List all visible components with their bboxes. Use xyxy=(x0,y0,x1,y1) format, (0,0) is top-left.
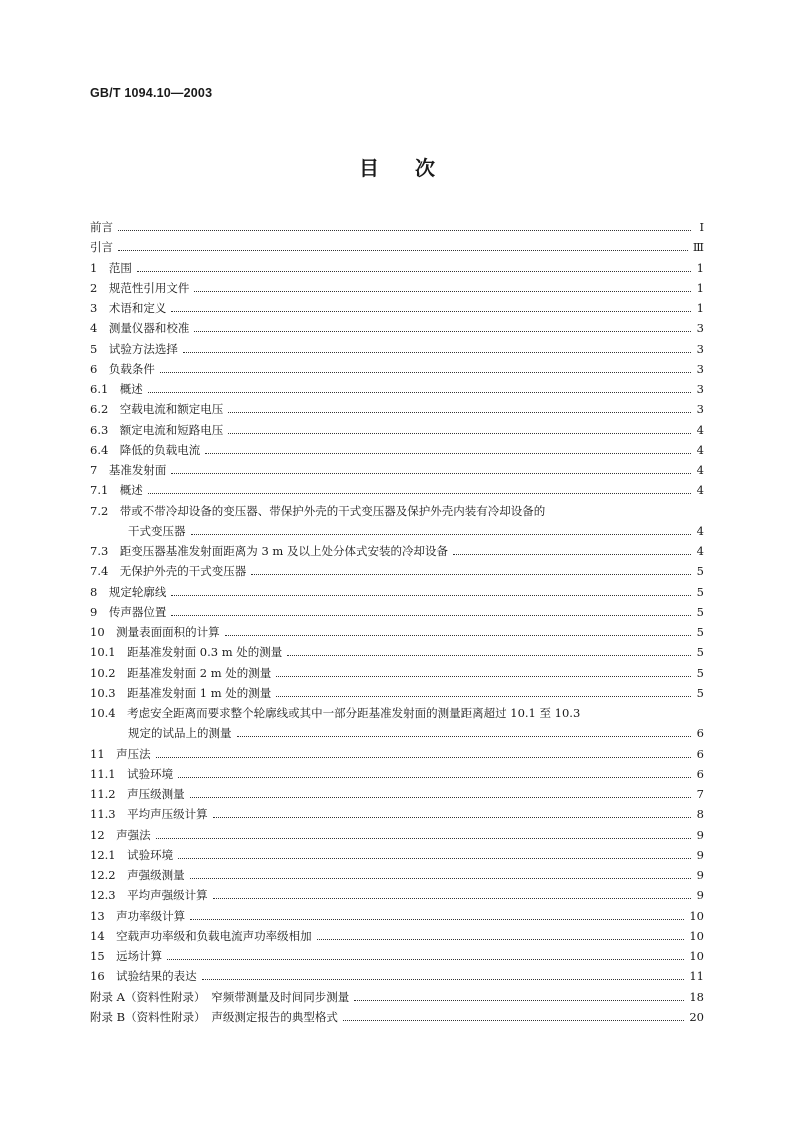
toc-leader-dots xyxy=(171,310,691,312)
toc-entry-page: 4 xyxy=(696,422,704,437)
toc-entry[interactable] xyxy=(90,642,704,662)
toc-entry[interactable] xyxy=(90,946,704,966)
toc-leader-dots xyxy=(251,573,691,575)
toc-entry-page: 5 xyxy=(696,665,704,680)
toc-entry-title: 7.1 概述 xyxy=(90,483,143,498)
toc-entry[interactable] xyxy=(90,298,704,318)
toc-entry-title: 2 规范性引用文件 xyxy=(90,280,190,295)
toc-entry-title: 1 范围 xyxy=(90,260,132,275)
toc-entry[interactable] xyxy=(90,237,704,257)
toc-entry[interactable] xyxy=(90,561,704,581)
toc-entry[interactable] xyxy=(90,318,704,338)
toc-entry-title: 6.4 降低的负载电流 xyxy=(90,442,201,457)
toc-entry-title: 13 声功率级计算 xyxy=(90,908,186,923)
toc-entry-title: 10.2 距基准发射面 2 m 处的测量 xyxy=(90,665,272,680)
toc-entry[interactable] xyxy=(90,217,704,237)
toc-leader-dots xyxy=(228,432,691,434)
toc-leader-dots xyxy=(118,249,688,251)
toc-entry-title: 11.1 试验环境 xyxy=(90,766,174,781)
toc-entry-page: 4 xyxy=(696,463,704,477)
toc-leader-dots xyxy=(171,472,691,474)
toc-entry[interactable] xyxy=(90,440,704,460)
toc-leader-dots xyxy=(178,776,691,778)
toc-entry-page: 9 xyxy=(696,847,704,862)
toc-entry[interactable] xyxy=(90,359,704,379)
toc-entry[interactable] xyxy=(90,663,704,683)
toc-entry-title: 干式变压器 xyxy=(128,523,186,538)
toc-entry[interactable] xyxy=(90,906,704,926)
toc-entry[interactable] xyxy=(90,744,704,764)
toc-leader-dots xyxy=(205,452,691,454)
toc-entry[interactable] xyxy=(90,399,704,419)
toc-entry-title: 12 声强法 xyxy=(90,827,151,842)
toc-entry-title: 6 负载条件 xyxy=(90,361,155,376)
toc-entry-title: 12.2 声强级测量 xyxy=(90,868,185,882)
toc-entry[interactable] xyxy=(90,926,704,946)
toc-leader-dots xyxy=(160,371,691,373)
toc-entry-title: 10.1 距基准发射面 0.3 m 处的测量 xyxy=(90,645,283,660)
toc-entry-page: 5 xyxy=(696,564,704,579)
toc-entry-page: 6 xyxy=(696,746,704,761)
toc-entry-title: 7.3 距变压器基准发射面距离为 3 m 及以上处分体式安装的冷却设备 xyxy=(90,544,448,558)
toc-leader-dots xyxy=(118,229,691,231)
toc-entry-page: 18 xyxy=(689,989,704,1004)
toc-entry-page: 1 xyxy=(696,260,704,275)
toc-entry-title: 11 声压法 xyxy=(90,746,151,761)
toc-leader-dots xyxy=(156,756,691,758)
toc-leader-dots xyxy=(148,391,691,393)
toc-entry[interactable] xyxy=(90,683,704,703)
toc-leader-dots xyxy=(156,837,691,839)
toc-entry-page: 3 xyxy=(696,382,704,396)
toc-entry-title: 7.2 带或不带冷却设备的变压器、带保护外壳的干式变压器及保护外壳内装有冷却设备的 xyxy=(90,503,546,518)
toc-leader-dots xyxy=(237,735,692,737)
toc-entry[interactable] xyxy=(90,885,704,905)
toc-entry[interactable] xyxy=(90,339,704,359)
toc-entry-page: 6 xyxy=(696,766,704,781)
toc-entry-title: 7.4 无保护外壳的干式变压器 xyxy=(90,564,247,579)
toc-entry[interactable] xyxy=(90,420,704,440)
toc-leader-dots xyxy=(171,594,691,596)
toc-entry-title: 12.3 平均声强级计算 xyxy=(90,888,208,903)
toc-leader-dots xyxy=(287,654,691,656)
toc-entry[interactable] xyxy=(90,723,704,743)
toc-entry-title: 4 测量仪器和校准 xyxy=(90,321,190,336)
toc-entry-title: 15 远场计算 xyxy=(90,949,163,963)
toc-leader-dots xyxy=(276,695,691,697)
toc-entry-page: 5 xyxy=(696,604,704,619)
toc-entry-page: 3 xyxy=(696,402,704,417)
toc-entry-page: 10 xyxy=(689,949,704,963)
toc-entry-page: 3 xyxy=(696,361,704,376)
toc-entry[interactable] xyxy=(90,379,704,399)
toc-leader-dots xyxy=(213,897,691,899)
toc-entry-page: 10 xyxy=(689,908,704,923)
toc-entry-title: 9 传声器位置 xyxy=(90,604,167,619)
toc-entry[interactable] xyxy=(90,258,704,278)
toc-entry-title: 14 空载声功率级和负载电流声功率级相加 xyxy=(90,928,312,943)
toc-entry-title: 6.1 概述 xyxy=(90,382,143,396)
toc-entry-title: 11.3 平均声压级计算 xyxy=(90,807,208,822)
toc-entry-page: 7 xyxy=(696,787,704,801)
toc-entry-title: 16 试验结果的表达 xyxy=(90,969,197,984)
toc-leader-dots xyxy=(453,553,691,555)
toc-entry[interactable] xyxy=(90,582,704,602)
toc-leader-dots xyxy=(137,270,691,272)
toc-leader-dots xyxy=(190,877,691,879)
toc-entry-title: 附录 B（资料性附录） 声级测定报告的典型格式 xyxy=(90,1009,338,1024)
toc-entry[interactable] xyxy=(90,987,704,1007)
toc-entry[interactable] xyxy=(90,460,704,480)
toc-leader-dots xyxy=(276,675,691,677)
toc-entry-title: 6.2 空载电流和额定电压 xyxy=(90,402,224,417)
toc-entry-page: 11 xyxy=(689,969,704,984)
toc-entry-page: 1 xyxy=(696,280,704,295)
toc-entry-title: 5 试验方法选择 xyxy=(90,341,178,356)
toc-entry-title: 引言 xyxy=(90,240,113,255)
toc-entry-title: 3 术语和定义 xyxy=(90,301,167,315)
toc-entry-title: 10 测量表面面积的计算 xyxy=(90,625,220,639)
table-of-contents xyxy=(90,217,704,1027)
toc-entry-page: 5 xyxy=(696,625,704,639)
toc-leader-dots xyxy=(190,796,691,798)
toc-entry-page: 5 xyxy=(696,645,704,660)
toc-leader-dots xyxy=(213,816,691,818)
toc-entry[interactable] xyxy=(90,541,704,561)
toc-entry[interactable] xyxy=(90,278,704,298)
toc-entry-page: Ⅰ xyxy=(699,220,704,234)
toc-entry[interactable] xyxy=(90,784,704,804)
toc-entry-title: 规定的试品上的测量 xyxy=(128,726,232,741)
toc-leader-dots xyxy=(317,938,685,940)
toc-leader-dots xyxy=(178,857,691,859)
toc-entry-page: Ⅲ xyxy=(692,240,704,255)
toc-entry-title: 附录 A（资料性附录） 窄频带测量及时间同步测量 xyxy=(90,989,350,1004)
toc-entry-page: 20 xyxy=(689,1009,704,1024)
toc-entry-page: 8 xyxy=(696,807,704,822)
toc-entry-page: 9 xyxy=(696,827,704,842)
toc-entry-title: 12.1 试验环境 xyxy=(90,847,174,862)
toc-leader-dots xyxy=(148,492,691,494)
toc-leader-dots xyxy=(190,918,684,920)
toc-leader-dots xyxy=(171,614,691,616)
toc-entry[interactable] xyxy=(90,480,704,500)
toc-entry[interactable] xyxy=(90,845,704,865)
toc-entry-page: 1 xyxy=(696,301,704,315)
toc-entry-page: 4 xyxy=(696,523,704,538)
standard-code: GB/T 1094.10—2003 xyxy=(90,86,213,100)
toc-leader-dots xyxy=(167,958,684,960)
toc-entry[interactable] xyxy=(90,865,704,885)
toc-leader-dots xyxy=(202,978,685,980)
toc-entry[interactable] xyxy=(90,622,704,642)
toc-leader-dots xyxy=(228,411,691,413)
toc-leader-dots xyxy=(343,1019,685,1021)
toc-entry-title: 10.3 距基准发射面 1 m 处的测量 xyxy=(90,685,272,700)
toc-entry-page: 4 xyxy=(696,442,704,457)
toc-leader-dots xyxy=(354,999,684,1001)
page-title: 目次 xyxy=(359,156,471,180)
toc-entry-page: 3 xyxy=(696,341,704,356)
toc-entry-page: 10 xyxy=(689,928,704,943)
toc-entry[interactable] xyxy=(90,804,704,824)
toc-leader-dots xyxy=(194,330,691,332)
toc-entry[interactable] xyxy=(90,602,704,622)
toc-entry-title: 7 基准发射面 xyxy=(90,463,167,477)
toc-entry-page: 9 xyxy=(696,868,704,882)
toc-entry-page: 5 xyxy=(696,584,704,599)
toc-entry-page: 5 xyxy=(696,685,704,700)
toc-leader-dots xyxy=(191,533,692,535)
toc-leader-dots xyxy=(194,290,691,292)
toc-entry-page: 4 xyxy=(696,544,704,558)
toc-entry[interactable] xyxy=(90,521,704,541)
toc-entry[interactable] xyxy=(90,966,704,986)
toc-entry-title: 10.4 考虑安全距离而要求整个轮廓线或其中一部分距基准发射面的测量距离超过 10.1 至 10.3 xyxy=(90,706,581,720)
toc-entry[interactable] xyxy=(90,703,704,723)
toc-entry-title: 前言 xyxy=(90,220,113,234)
toc-entry-title: 8 规定轮廓线 xyxy=(90,584,167,599)
toc-entry-page: 4 xyxy=(696,483,704,498)
toc-entry[interactable] xyxy=(90,1007,704,1027)
toc-entry[interactable] xyxy=(90,501,704,521)
toc-entry[interactable] xyxy=(90,764,704,784)
toc-entry[interactable] xyxy=(90,825,704,845)
toc-entry-page: 6 xyxy=(696,726,704,741)
toc-leader-dots xyxy=(225,634,691,636)
toc-entry-title: 6.3 额定电流和短路电压 xyxy=(90,422,224,437)
toc-entry-title: 11.2 声压级测量 xyxy=(90,787,185,801)
toc-entry-page: 9 xyxy=(696,888,704,903)
toc-entry-page: 3 xyxy=(696,321,704,336)
toc-leader-dots xyxy=(183,351,691,353)
